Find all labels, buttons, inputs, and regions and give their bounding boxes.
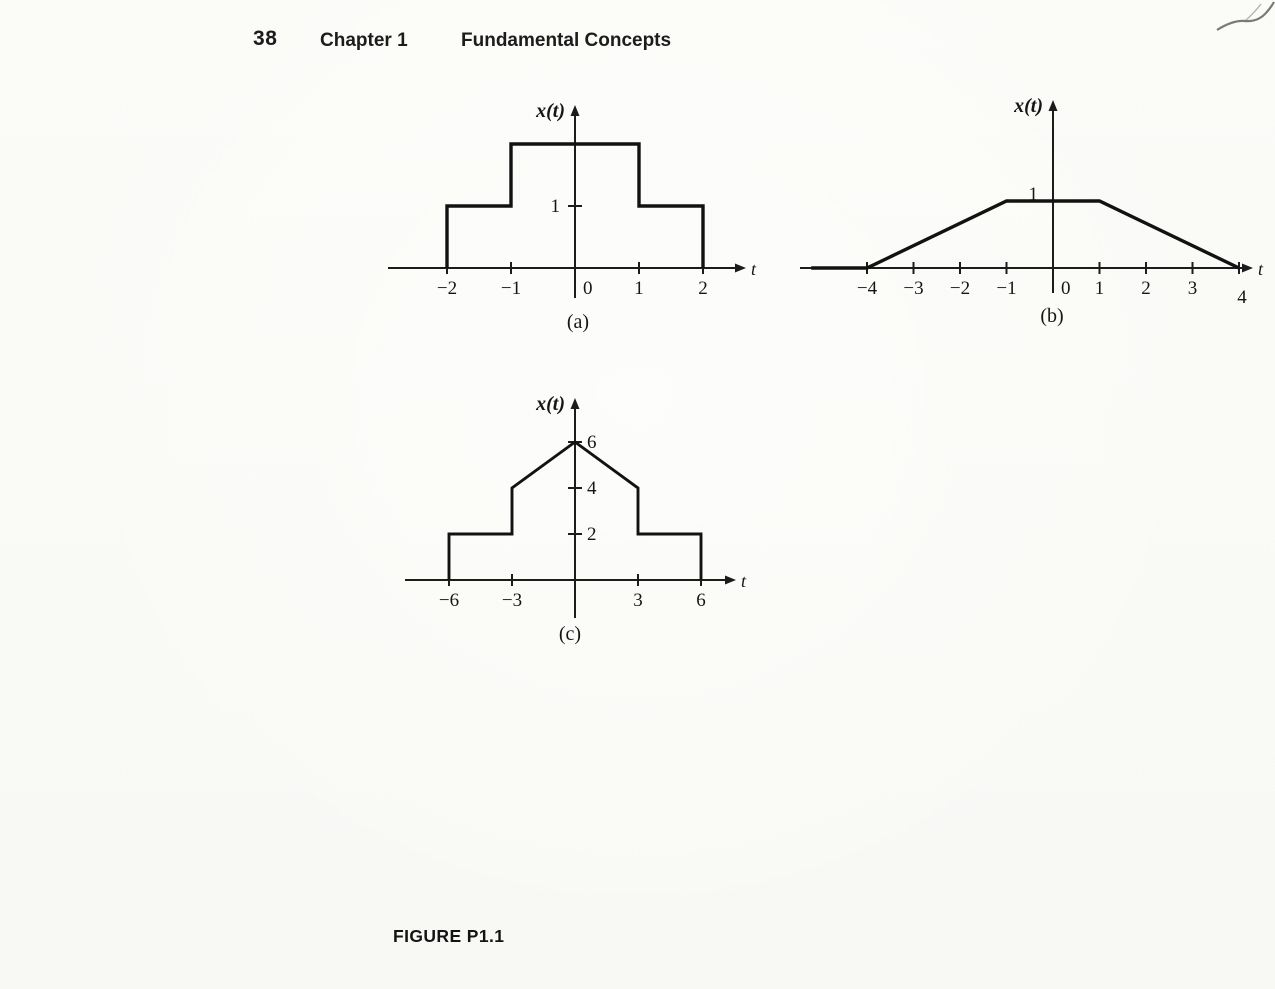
y-axis-arrow xyxy=(1049,100,1058,111)
x-axis-arrow xyxy=(1242,264,1253,273)
scribble-stroke xyxy=(1217,2,1274,30)
x-tick-label: −6 xyxy=(438,590,460,611)
origin-label: 0 xyxy=(1061,278,1071,299)
chart-title: x(t) xyxy=(1014,95,1043,117)
y-axis-arrow xyxy=(571,398,580,409)
y-tick-label: 6 xyxy=(587,432,597,453)
x-axis-label: t xyxy=(751,259,757,279)
x-tick-label: −2 xyxy=(949,278,971,299)
x-tick-label: 4 xyxy=(1237,287,1247,308)
x-tick-label: 2 xyxy=(1141,278,1151,299)
x-tick-label: −4 xyxy=(856,278,878,299)
x-axis-arrow xyxy=(725,576,736,585)
page-number: 38 xyxy=(253,27,278,50)
x-tick-label: 1 xyxy=(1094,278,1105,299)
signal-path xyxy=(811,201,1239,268)
x-tick-label: −3 xyxy=(903,278,924,299)
x-axis-arrow xyxy=(735,264,746,273)
figure-caption: FIGURE P1.1 xyxy=(393,926,505,946)
chapter-title: Fundamental Concepts xyxy=(461,30,672,51)
chapter-label: Chapter 1 xyxy=(320,30,408,51)
signal-plot-b xyxy=(790,85,1275,335)
y-tick-label: 1 xyxy=(550,196,560,217)
corner-scribble-mark xyxy=(1215,0,1275,34)
x-tick-label: 1 xyxy=(634,278,644,299)
y-tick-label: 1 xyxy=(1028,184,1038,205)
chart-title: x(t) xyxy=(536,100,565,122)
x-tick-label: −1 xyxy=(996,278,1017,299)
x-tick-label: −2 xyxy=(436,278,458,299)
x-tick-label: −1 xyxy=(500,278,522,299)
x-tick-label: 2 xyxy=(698,278,708,299)
x-tick-label: −3 xyxy=(501,590,523,611)
signal-plot-a xyxy=(385,88,770,340)
subplot-caption: (c) xyxy=(558,623,582,645)
y-axis-arrow xyxy=(571,105,580,116)
origin-label: 0 xyxy=(583,278,593,299)
chart-title: x(t) xyxy=(536,393,565,415)
subplot-caption: (b) xyxy=(1040,305,1064,327)
x-tick-label: 3 xyxy=(633,590,643,611)
x-axis-label: t xyxy=(1258,259,1264,279)
y-tick-label: 4 xyxy=(587,478,597,499)
x-tick-label: 3 xyxy=(1187,278,1198,299)
signal-plot-c xyxy=(398,388,773,688)
subplot-caption: (a) xyxy=(566,311,590,333)
y-tick-label: 2 xyxy=(587,524,597,545)
x-tick-label: 6 xyxy=(696,590,706,611)
x-axis-label: t xyxy=(741,571,747,591)
